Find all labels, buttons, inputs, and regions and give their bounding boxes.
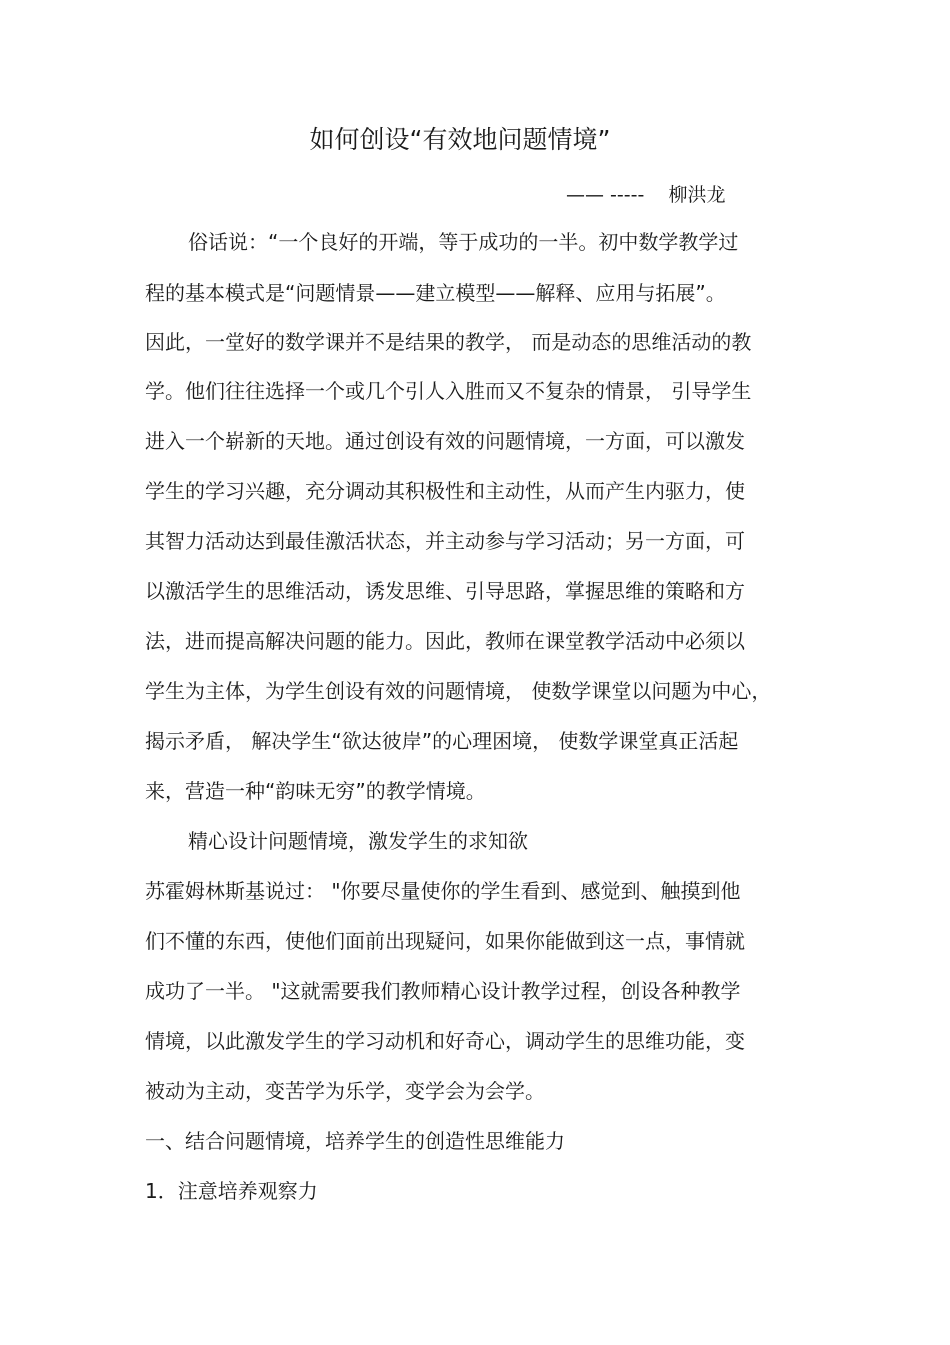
paragraph-line: 学生的学习兴趣，充分调动其积极性和主动性，从而产生内驱力，使 bbox=[145, 479, 745, 503]
paragraph-line: 因此，一堂好的数学课并不是结果的教学， 而是动态的思维活动的教 bbox=[145, 330, 752, 354]
paragraph-line: 学生为主体，为学生创设有效的问题情境， 使数学课堂以问题为中心， bbox=[145, 679, 772, 703]
paragraph-line: 苏霍姆林斯基说过： "你要尽量使你的学生看到、感觉到、触摸到他 bbox=[145, 879, 741, 903]
paragraph-line: 俗话说：“一个良好的开端，等于成功的一半。初中数学教学过 bbox=[188, 230, 739, 254]
paragraph-line: 程的基本模式是“问题情景——建立模型——解释、应用与拓展”。 bbox=[145, 281, 726, 305]
section-heading: 精心设计问题情境，激发学生的求知欲 bbox=[188, 829, 528, 853]
paragraph-line: 进入一个崭新的天地。通过创设有效的问题情境，一方面，可以激发 bbox=[145, 429, 745, 453]
paragraph-line: 学。他们往往选择一个或几个引人入胜而又不复杂的情景， 引导学生 bbox=[145, 379, 752, 403]
paragraph-line: 以激活学生的思维活动，诱发思维、引导思路，掌握思维的策略和方 bbox=[145, 579, 745, 603]
subsection-heading: 1．注意培养观察力 bbox=[145, 1179, 318, 1203]
paragraph-line: 被动为主动，变苦学为乐学，变学会为会学。 bbox=[145, 1079, 545, 1103]
paragraph-line: 成功了一半。 "这就需要我们教师精心设计教学过程，创设各种教学 bbox=[145, 979, 741, 1003]
paragraph-line: 揭示矛盾， 解决学生“欲达彼岸”的心理困境， 使数学课堂真正活起 bbox=[145, 729, 739, 753]
paragraph-line: 其智力活动达到最佳激活状态，并主动参与学习活动；另一方面，可 bbox=[145, 529, 745, 553]
section-heading: 一、结合问题情境，培养学生的创造性思维能力 bbox=[145, 1129, 565, 1153]
paragraph-line: 法，进而提高解决问题的能力。因此，教师在课堂教学活动中必须以 bbox=[145, 629, 745, 653]
document-title: 如何创设“有效地问题情境” bbox=[309, 125, 611, 154]
paragraph-line: 情境，以此激发学生的学习动机和好奇心，调动学生的思维功能，变 bbox=[145, 1029, 745, 1053]
paragraph-line: 来，营造一种“韵味无穷”的教学情境。 bbox=[145, 779, 486, 803]
paragraph-line: 们不懂的东西，使他们面前出现疑问，如果你能做到这一点，事情就 bbox=[145, 929, 745, 953]
author-line: —— ----- 柳洪龙 bbox=[566, 184, 726, 206]
